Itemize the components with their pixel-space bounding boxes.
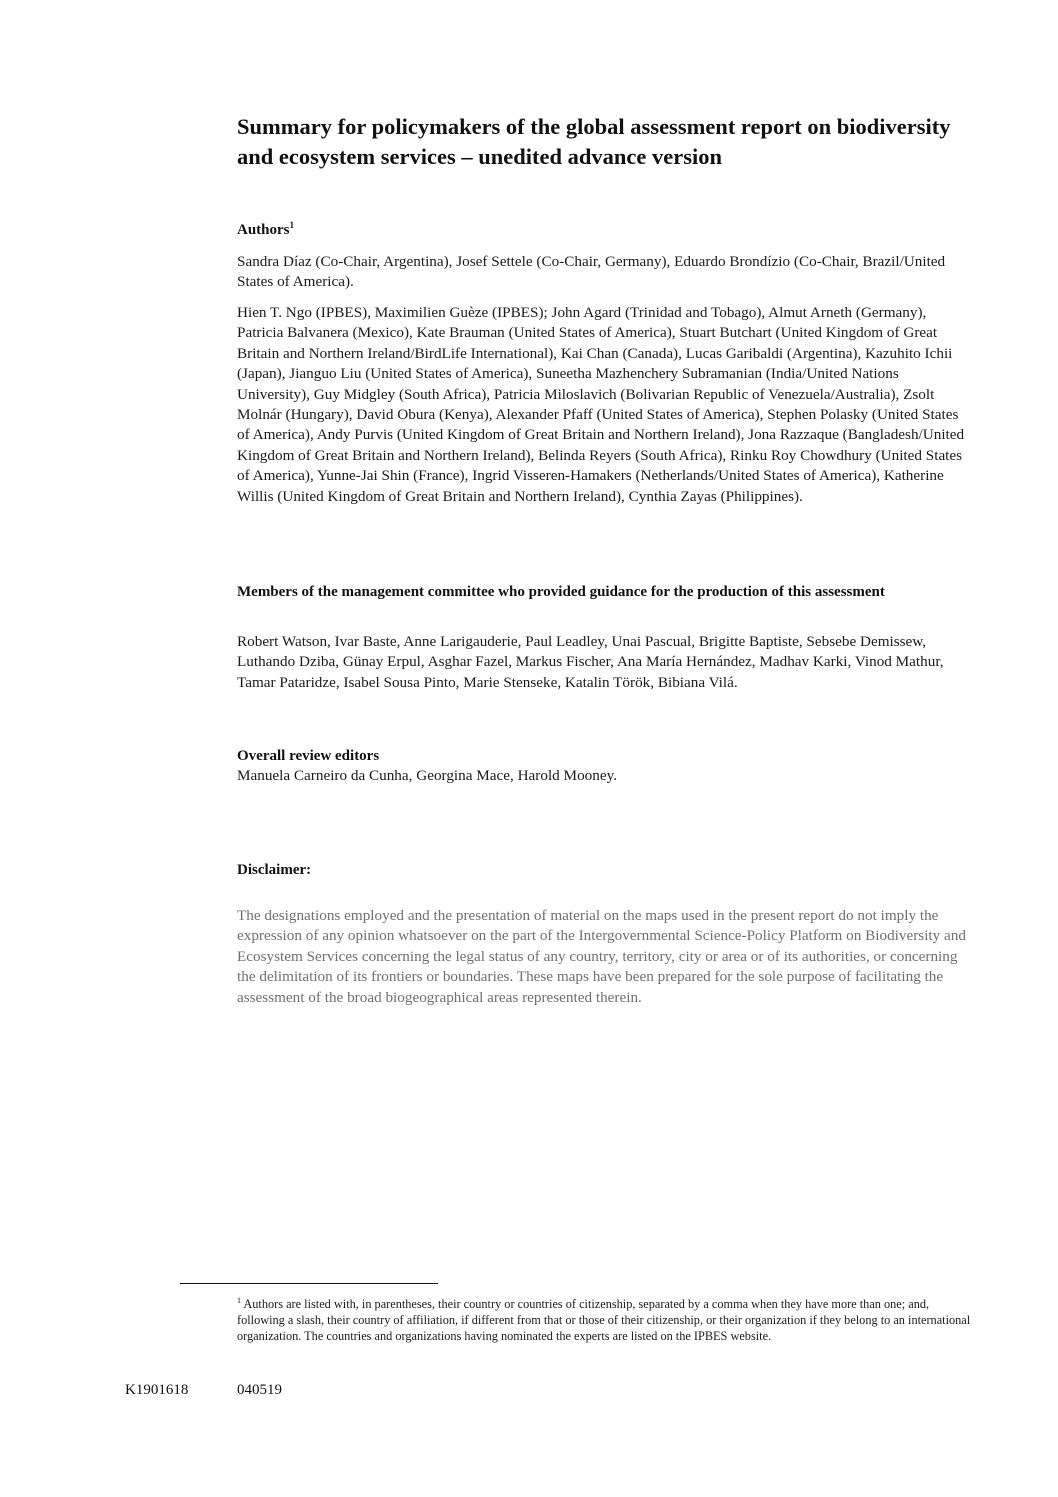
footnote-text: Authors are listed with, in parentheses, their country or countries of citizenship, separated by a comma when they have more than one; and, following a slash, their country of affiliation, if different from that or those of their citizenship, or their organization if they belong to an international organization. The countries and organizations having nominated the experts are listed on the IPBES website. bbox=[237, 1297, 971, 1344]
review-editors-list: Manuela Carneiro da Cunha, Georgina Mace, Harold Mooney. bbox=[237, 767, 617, 784]
authors-heading bbox=[237, 220, 294, 240]
footnote bbox=[237, 1296, 972, 1345]
document-title: Summary for policymakers of the global assessment report on biodiversity and ecosystem services – unedited advance version bbox=[237, 114, 951, 169]
footnote-separator bbox=[180, 1283, 438, 1284]
management-committee-heading: Members of the management committee who provided guidance for the production of this assessment bbox=[237, 584, 885, 600]
authors-list: Hien T. Ngo (IPBES), Maximilien Guèze (IPBES); John Agard (Trinidad and Tobago), Almut Arneth (Germany), Patricia Balvanera (Mexico), Kate Brauman (United States of America), Stuart Butchart (United Kingdom of Great Britain and Northern Ireland/BirdLife International), Kai Chan (Canada), Lucas Garibaldi (Argentina), Kazuhito Ichii (Japan), Jianguo Liu (United States of America), Suneetha Mazhenchery Subramanian (India/United Nations University), Guy Midgley (South Africa), Patricia Miloslavich (Bolivarian Republic of Venezuela/Australia), Zsolt Molnár (Hungary), David Obura (Kenya), Alexander Pfaff (United States of America), Stephen Polasky (United States of America), Andy Purvis (United Kingdom of Great Britain and Northern Ireland), Jona Razzaque (Bangladesh/United Kingdom of Great Britain and Northern Ireland), Belinda Reyers (South Africa), Rinku Roy Chowdhury (United States of America), Yunne-Jai Shin (France), Ingrid Visseren-Hamakers (Netherlands/United States of America), Katherine Willis (United Kingdom of Great Britain and Northern Ireland), Cynthia Zayas (Philippines). bbox=[237, 304, 965, 505]
footnote-marker: 1 bbox=[237, 1295, 241, 1305]
review-editors-heading: Overall review editors bbox=[237, 748, 380, 764]
footnote-reference: 1 bbox=[289, 220, 295, 230]
authors-heading-label: Authors bbox=[237, 222, 290, 238]
job-number: K1901618 bbox=[125, 1382, 189, 1398]
disclaimer-heading: Disclaimer: bbox=[237, 862, 312, 878]
management-committee-list: Robert Watson, Ivar Baste, Anne Larigauderie, Paul Leadley, Unai Pascual, Brigitte Baptiste, Sebsebe Demissew, Luthando Dziba, Günay Erpul, Asghar Fazel, Markus Fischer, Ana María Hernández, Madhav Karki, Vinod Mathur, Tamar Pataridze, Isabel Sousa Pinto, Marie Stenseke, Katalin Török, Bibiana Vilá. bbox=[237, 633, 944, 691]
authors-co-chairs: Sandra Díaz (Co-Chair, Argentina), Josef Settele (Co-Chair, Germany), Eduardo Brondízio (Co-Chair, Brazil/United States of America). bbox=[237, 253, 946, 291]
date-code: 040519 bbox=[237, 1382, 282, 1398]
disclaimer-text: The designations employed and the presentation of material on the maps used in the present report do not imply the expression of any opinion whatsoever on the part of the Intergovernmental Science-Policy Platform on Biodiversity and Ecosystem Services concerning the legal status of any country, territory, city or area or of its authorities, or concerning the delimitation of its frontiers or boundaries. These maps have been prepared for the sole purpose of facilitating the assessment of the broad biogeographical areas represented therein. bbox=[237, 907, 966, 1006]
